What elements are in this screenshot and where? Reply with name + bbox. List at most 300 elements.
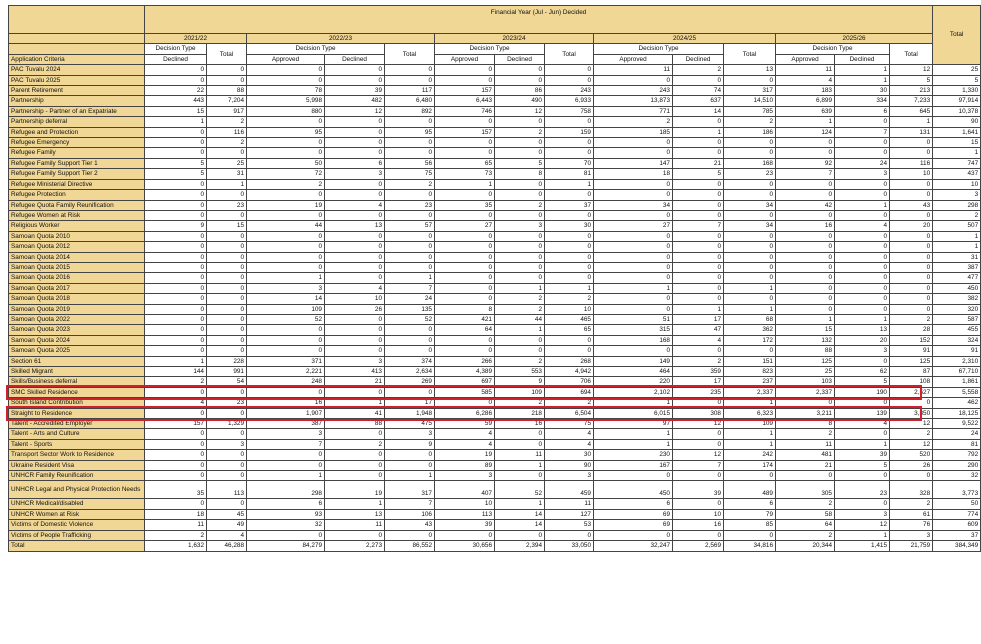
value-cell: 2,273: [325, 541, 385, 551]
criteria-cell: UNHCR Legal and Physical Protection Needs: [9, 481, 145, 499]
table-row: [9, 200, 981, 210]
value-cell: 0: [247, 262, 325, 272]
value-cell: 0: [145, 262, 207, 272]
value-cell: 0: [594, 138, 673, 148]
value-cell: 1,907: [247, 408, 325, 418]
value-cell: 0: [207, 273, 247, 283]
value-cell: 13: [835, 325, 890, 335]
value-cell: 0: [594, 75, 673, 85]
table-row: [9, 335, 981, 345]
value-cell: 0: [835, 283, 890, 293]
value-cell: 892: [385, 106, 435, 116]
value-cell: 127: [545, 509, 594, 519]
value-cell: 11: [776, 439, 835, 449]
value-cell: 0: [145, 65, 207, 75]
value-cell: 0: [835, 117, 890, 127]
value-cell: 0: [435, 335, 495, 345]
value-cell: 2: [495, 294, 545, 304]
value-cell: 0: [495, 471, 545, 481]
value-cell: 0: [545, 335, 594, 345]
value-cell: 774: [933, 509, 981, 519]
total-row: [9, 541, 981, 551]
value-cell: 2: [495, 200, 545, 210]
value-cell: 0: [673, 190, 724, 200]
value-cell: 6,286: [435, 408, 495, 418]
criteria-cell: Talent - Sports: [9, 439, 145, 449]
value-cell: 0: [247, 335, 325, 345]
value-cell: 0: [207, 283, 247, 293]
value-cell: 168: [724, 158, 776, 168]
criteria-cell: Ukraine Resident Visa: [9, 460, 145, 470]
criteria-cell: Partnership deferral: [9, 117, 145, 127]
value-cell: 23: [207, 398, 247, 408]
value-cell: 880: [247, 106, 325, 116]
value-cell: 157: [435, 127, 495, 137]
criteria-cell: Section 61: [9, 356, 145, 366]
value-cell: 0: [835, 210, 890, 220]
criteria-cell: Partnership - Partner of an Expatriate: [9, 106, 145, 116]
value-cell: 50: [933, 499, 981, 509]
value-cell: 0: [890, 283, 933, 293]
highlighted-row: [9, 408, 981, 418]
value-cell: 0: [594, 242, 673, 252]
value-cell: 6,323: [724, 408, 776, 418]
value-cell: 8: [776, 419, 835, 429]
value-cell: 1: [835, 200, 890, 210]
value-cell: 0: [435, 252, 495, 262]
value-cell: 2: [594, 117, 673, 127]
value-cell: 91: [890, 346, 933, 356]
value-cell: 0: [495, 148, 545, 158]
value-cell: 0: [545, 346, 594, 356]
value-cell: 39: [673, 481, 724, 499]
value-cell: 637: [673, 96, 724, 106]
value-cell: 0: [594, 262, 673, 272]
value-cell: 117: [385, 86, 435, 96]
value-cell: 587: [933, 314, 981, 324]
value-cell: 26: [325, 304, 385, 314]
value-cell: 0: [385, 325, 435, 335]
table-row: [9, 75, 981, 85]
value-cell: 5: [673, 169, 724, 179]
value-cell: 0: [207, 450, 247, 460]
value-cell: 0: [673, 346, 724, 356]
value-cell: 0: [724, 75, 776, 85]
value-cell: 0: [207, 262, 247, 272]
value-cell: 269: [385, 377, 435, 387]
value-cell: 35: [145, 481, 207, 499]
value-cell: 5: [933, 75, 981, 85]
value-cell: 242: [724, 450, 776, 460]
value-cell: 0: [325, 335, 385, 345]
value-cell: 1,329: [207, 419, 247, 429]
criteria-cell: Straight to Residence: [9, 408, 145, 418]
table-row: [9, 439, 981, 449]
value-cell: 6,899: [776, 96, 835, 106]
value-cell: 8: [495, 169, 545, 179]
value-cell: 0: [385, 65, 435, 75]
value-cell: 2,310: [933, 356, 981, 366]
value-cell: 0: [207, 65, 247, 75]
criteria-cell: Transport Sector Work to Residence: [9, 450, 145, 460]
value-cell: 10: [545, 304, 594, 314]
value-cell: 0: [145, 314, 207, 324]
value-cell: 490: [495, 96, 545, 106]
value-cell: 0: [724, 471, 776, 481]
value-cell: 387: [247, 419, 325, 429]
value-cell: 4: [835, 419, 890, 429]
value-cell: 991: [207, 367, 247, 377]
declined-header: Declined: [495, 54, 545, 64]
value-cell: 3: [835, 169, 890, 179]
value-cell: 0: [495, 346, 545, 356]
value-cell: 758: [545, 106, 594, 116]
value-cell: 16: [673, 520, 724, 530]
value-cell: 0: [145, 190, 207, 200]
value-cell: 437: [933, 169, 981, 179]
value-cell: 0: [835, 262, 890, 272]
value-cell: 585: [435, 387, 495, 397]
table-row: [9, 242, 981, 252]
value-cell: 113: [435, 509, 495, 519]
criteria-cell: Samoan Quota 2019: [9, 304, 145, 314]
value-cell: 0: [776, 252, 835, 262]
value-cell: 0: [207, 460, 247, 470]
decisions-table-container: [8, 5, 979, 552]
table-row: [9, 499, 981, 509]
value-cell: 520: [890, 450, 933, 460]
value-cell: 0: [385, 346, 435, 356]
value-cell: 0: [724, 262, 776, 272]
value-cell: 21: [325, 377, 385, 387]
value-cell: 0: [435, 398, 495, 408]
value-cell: 0: [594, 190, 673, 200]
value-cell: 0: [776, 304, 835, 314]
value-cell: 645: [890, 106, 933, 116]
value-cell: 0: [247, 252, 325, 262]
value-cell: 268: [545, 356, 594, 366]
decision-type-label: Decision Type: [594, 44, 724, 54]
value-cell: 0: [495, 439, 545, 449]
table-row: [9, 460, 981, 470]
value-cell: 125: [890, 356, 933, 366]
value-cell: 917: [207, 106, 247, 116]
value-cell: 69: [594, 520, 673, 530]
value-cell: 57: [385, 221, 435, 231]
value-cell: 88: [776, 346, 835, 356]
value-cell: 11: [495, 450, 545, 460]
value-cell: 81: [933, 439, 981, 449]
value-cell: 0: [207, 294, 247, 304]
value-cell: 792: [933, 450, 981, 460]
year-header-2024: 2024/25: [594, 34, 776, 44]
value-cell: 308: [673, 408, 724, 418]
value-cell: 0: [724, 294, 776, 304]
criteria-cell: Samoan Quota 2016: [9, 273, 145, 283]
value-cell: 459: [545, 481, 594, 499]
value-cell: 407: [435, 481, 495, 499]
value-cell: 0: [247, 65, 325, 75]
table-row: [9, 106, 981, 116]
table-row: [9, 520, 981, 530]
value-cell: 324: [933, 335, 981, 345]
value-cell: 2: [673, 65, 724, 75]
value-cell: 243: [545, 86, 594, 96]
value-cell: 23: [207, 200, 247, 210]
table-row: [9, 481, 981, 499]
value-cell: 443: [145, 96, 207, 106]
value-cell: 1: [673, 304, 724, 314]
value-cell: 84,279: [247, 541, 325, 551]
value-cell: 0: [207, 210, 247, 220]
value-cell: 0: [890, 471, 933, 481]
value-cell: 317: [724, 86, 776, 96]
value-cell: 139: [835, 408, 890, 418]
criteria-cell: Skills/Business deferral: [9, 377, 145, 387]
value-cell: 0: [145, 439, 207, 449]
value-cell: 0: [673, 200, 724, 210]
value-cell: 0: [594, 471, 673, 481]
value-cell: 27: [594, 221, 673, 231]
value-cell: 0: [673, 530, 724, 540]
value-cell: 0: [890, 179, 933, 189]
value-cell: 0: [435, 148, 495, 158]
value-cell: 151: [724, 356, 776, 366]
criteria-cell: Talent - Arts and Culture: [9, 429, 145, 439]
value-cell: 0: [890, 210, 933, 220]
value-cell: 0: [145, 231, 207, 241]
value-cell: 0: [325, 148, 385, 158]
value-cell: 2,337: [776, 387, 835, 397]
value-cell: 0: [495, 138, 545, 148]
criteria-cell: Refugee and Protection: [9, 127, 145, 137]
value-cell: 11: [776, 65, 835, 75]
value-cell: 0: [207, 499, 247, 509]
value-cell: 3: [435, 471, 495, 481]
value-cell: 0: [145, 471, 207, 481]
value-cell: 2: [890, 314, 933, 324]
value-cell: 0: [325, 190, 385, 200]
value-cell: 4: [325, 200, 385, 210]
value-cell: 0: [145, 325, 207, 335]
criteria-cell: Victims of People Trafficking: [9, 530, 145, 540]
value-cell: 34: [724, 221, 776, 231]
value-cell: 218: [495, 408, 545, 418]
value-cell: 1: [495, 460, 545, 470]
value-cell: 86,552: [385, 541, 435, 551]
value-cell: 39: [835, 450, 890, 460]
value-cell: 43: [385, 520, 435, 530]
value-cell: 2: [145, 377, 207, 387]
value-cell: 6: [835, 106, 890, 116]
value-cell: 0: [594, 210, 673, 220]
value-cell: 0: [325, 179, 385, 189]
value-cell: 0: [207, 231, 247, 241]
value-cell: 0: [545, 262, 594, 272]
value-cell: 44: [247, 221, 325, 231]
value-cell: 0: [890, 190, 933, 200]
value-cell: 20: [835, 335, 890, 345]
value-cell: 359: [673, 367, 724, 377]
value-cell: 88: [325, 419, 385, 429]
decision-type-label: Decision Type: [145, 44, 207, 54]
value-cell: 3,350: [890, 408, 933, 418]
value-cell: 0: [325, 117, 385, 127]
value-cell: 462: [933, 398, 981, 408]
value-cell: 1: [724, 429, 776, 439]
value-cell: 152: [890, 335, 933, 345]
value-cell: 320: [933, 304, 981, 314]
value-cell: 97: [594, 419, 673, 429]
table-body: [9, 65, 981, 551]
value-cell: 19: [247, 200, 325, 210]
value-cell: 0: [385, 460, 435, 470]
value-cell: 0: [435, 346, 495, 356]
value-cell: 21: [776, 460, 835, 470]
value-cell: 0: [835, 499, 890, 509]
table-row: [9, 429, 981, 439]
table-row: [9, 148, 981, 158]
value-cell: 0: [495, 530, 545, 540]
table-row: [9, 138, 981, 148]
value-cell: 0: [247, 242, 325, 252]
value-cell: 9: [385, 439, 435, 449]
criteria-cell: Victims of Domestic Violence: [9, 520, 145, 530]
value-cell: 0: [594, 294, 673, 304]
table-row: [9, 346, 981, 356]
value-cell: 6,015: [594, 408, 673, 418]
value-cell: 0: [835, 231, 890, 241]
declined-header: Declined: [835, 54, 890, 64]
value-cell: 0: [594, 252, 673, 262]
value-cell: 0: [247, 530, 325, 540]
value-cell: 30,656: [435, 541, 495, 551]
criteria-cell: Refugee Women at Risk: [9, 210, 145, 220]
value-cell: 0: [145, 148, 207, 158]
value-cell: 2: [495, 398, 545, 408]
value-cell: 21,759: [890, 541, 933, 551]
value-cell: 0: [673, 283, 724, 293]
value-cell: 11: [594, 65, 673, 75]
decision-type-label: Decision Type: [435, 44, 545, 54]
value-cell: 0: [545, 210, 594, 220]
value-cell: 174: [724, 460, 776, 470]
value-cell: 0: [776, 179, 835, 189]
value-cell: 37: [545, 200, 594, 210]
value-cell: 0: [835, 429, 890, 439]
approved-header: Approved: [435, 54, 495, 64]
value-cell: 823: [724, 367, 776, 377]
value-cell: 747: [933, 158, 981, 168]
value-cell: 67,710: [933, 367, 981, 377]
value-cell: 14,510: [724, 96, 776, 106]
value-cell: 16: [776, 221, 835, 231]
value-cell: 771: [594, 106, 673, 116]
value-cell: 1: [247, 471, 325, 481]
value-cell: 0: [325, 75, 385, 85]
value-cell: 1: [724, 304, 776, 314]
value-cell: 0: [325, 127, 385, 137]
value-cell: 0: [247, 231, 325, 241]
value-cell: 0: [594, 273, 673, 283]
value-cell: 2: [545, 398, 594, 408]
value-cell: 97,914: [933, 96, 981, 106]
value-cell: 0: [890, 304, 933, 314]
value-cell: 52: [247, 314, 325, 324]
value-cell: 4: [435, 439, 495, 449]
value-cell: 9: [145, 221, 207, 231]
value-cell: 0: [247, 346, 325, 356]
value-cell: 37: [933, 530, 981, 540]
value-cell: 1: [673, 127, 724, 137]
value-cell: 6: [594, 499, 673, 509]
criteria-cell: UNHCR Medical/disabled: [9, 499, 145, 509]
value-cell: 0: [495, 273, 545, 283]
value-cell: 0: [207, 190, 247, 200]
value-cell: 0: [673, 210, 724, 220]
criteria-cell: Samoan Quota 2015: [9, 262, 145, 272]
value-cell: 0: [247, 117, 325, 127]
value-cell: 58: [776, 509, 835, 519]
value-cell: 35: [435, 200, 495, 210]
value-cell: 32: [933, 471, 981, 481]
value-cell: 1: [247, 273, 325, 283]
table-row: [9, 262, 981, 272]
value-cell: 5: [145, 169, 207, 179]
value-cell: 0: [247, 148, 325, 158]
value-cell: 17: [673, 314, 724, 324]
value-cell: 7: [776, 169, 835, 179]
value-cell: 3: [495, 221, 545, 231]
value-cell: 0: [207, 429, 247, 439]
value-cell: 0: [435, 262, 495, 272]
value-cell: 42: [776, 200, 835, 210]
criteria-cell: Samoan Quota 2017: [9, 283, 145, 293]
value-cell: 144: [145, 367, 207, 377]
value-cell: 0: [325, 429, 385, 439]
value-cell: 2: [495, 356, 545, 366]
value-cell: 0: [145, 200, 207, 210]
value-cell: 87: [890, 367, 933, 377]
value-cell: 0: [385, 387, 435, 397]
value-cell: 43: [890, 200, 933, 210]
value-cell: 1: [724, 283, 776, 293]
table-row: [9, 419, 981, 429]
value-cell: 0: [435, 65, 495, 75]
criteria-cell: Parent Retirement: [9, 86, 145, 96]
value-cell: 185: [594, 127, 673, 137]
value-cell: 248: [247, 377, 325, 387]
value-cell: 92: [776, 158, 835, 168]
table-row: [9, 96, 981, 106]
value-cell: 0: [724, 346, 776, 356]
value-cell: 0: [673, 439, 724, 449]
value-cell: 0: [495, 252, 545, 262]
value-cell: 477: [933, 273, 981, 283]
value-cell: 1: [933, 231, 981, 241]
value-cell: 3: [835, 509, 890, 519]
value-cell: 0: [325, 450, 385, 460]
value-cell: 213: [890, 86, 933, 96]
value-cell: 0: [435, 231, 495, 241]
value-cell: 1: [145, 356, 207, 366]
value-cell: 0: [435, 75, 495, 85]
table-row: [9, 86, 981, 96]
value-cell: 0: [545, 65, 594, 75]
value-cell: 10: [890, 169, 933, 179]
criteria-cell: Refugee Ministerial Directive: [9, 179, 145, 189]
value-cell: 54: [207, 377, 247, 387]
